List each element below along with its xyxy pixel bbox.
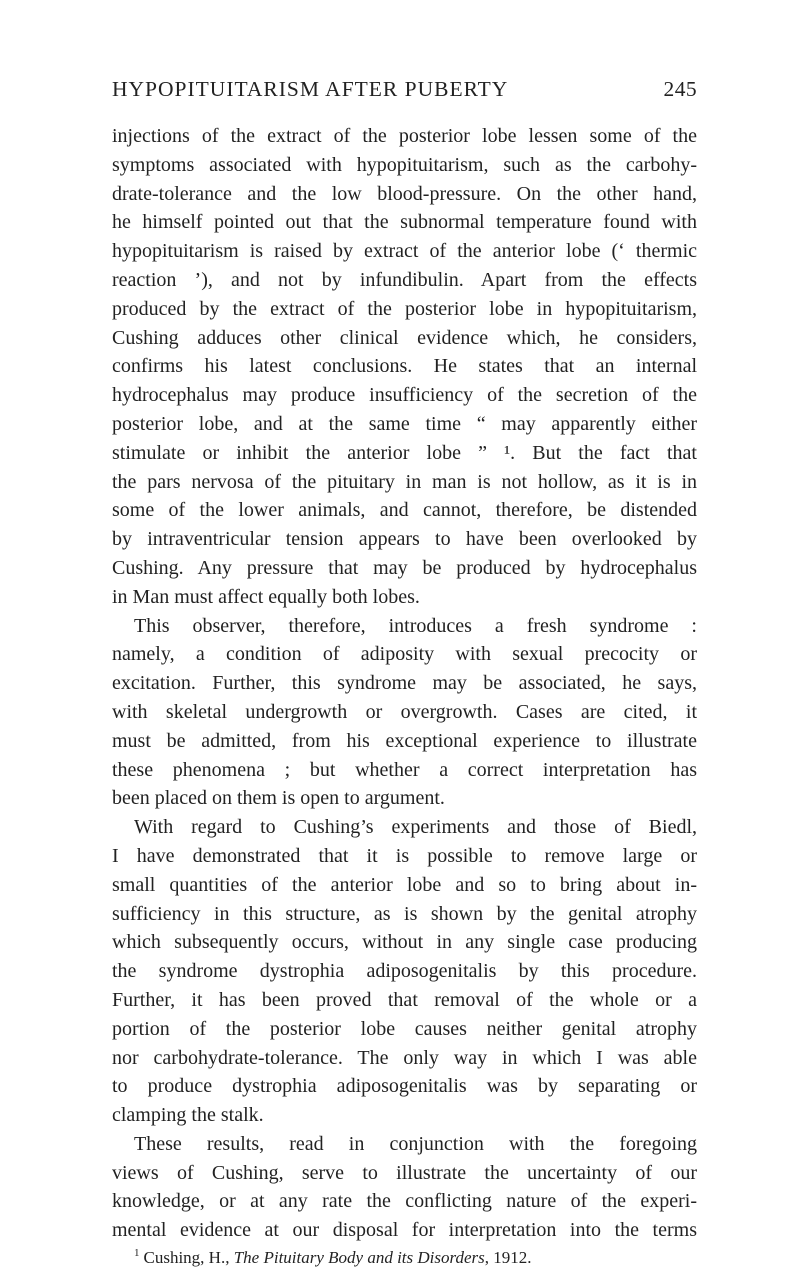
text-line: portion of the posterior lobe causes neither genital atrophy [112, 1017, 697, 1040]
text-line: excitation. Further, this syndrome may be associated, he says, [112, 672, 697, 695]
text-line: posterior lobe, and at the same time “ may apparently either [112, 412, 697, 435]
text-line: sufficiency in this structure, as is shown by the genital atrophy [112, 902, 697, 925]
text-line: hypopituitarism is raised by extract of the anterior lobe (‘ thermic [112, 240, 697, 263]
text-line: the syndrome dystrophia adiposogenitalis by this procedure. [112, 960, 697, 983]
text-line: by intraventricular tension appears to have been overlooked by [112, 528, 697, 551]
text-line: must be admitted, from his exceptional experience to illustrate [112, 729, 697, 752]
text-line: mental evidence at our disposal for interpretation into the terms [112, 1219, 697, 1242]
text-line: hydrocephalus may produce insufficiency of the secretion of the [112, 384, 697, 407]
text-line: some of the lower animals, and cannot, therefore, be distended [112, 499, 697, 522]
text-line: drate-tolerance and the low blood-pressure. On the other hand, [112, 182, 697, 205]
text-line: with skeletal undergrowth or overgrowth. Cases are cited, it [112, 700, 697, 723]
text-line: knowledge, or at any rate the conflicting nature of the experi- [112, 1190, 697, 1213]
text-line: Further, it has been proved that removal of the whole or a [112, 988, 697, 1011]
text-line: these phenomena ; but whether a correct interpretation has [112, 758, 697, 781]
text-line: reaction ’), and not by infundibulin. Apart from the effects [112, 268, 697, 291]
book-page [112, 74, 697, 1269]
body-text [112, 122, 697, 1245]
text-line: produced by the extract of the posterior lobe in hypopituitarism, [112, 297, 697, 320]
text-line: I have demonstrated that it is possible to remove large or [112, 844, 697, 867]
page-number: 245 [663, 77, 697, 101]
text-line: the pars nervosa of the pituitary in man is not hollow, as it is in [112, 470, 697, 493]
text-line: been placed on them is open to argument. [112, 787, 445, 810]
text-line: namely, a condition of adiposity with sexual precocity or [112, 643, 697, 666]
text-line: injections of the extract of the posterior lobe lessen some of the [112, 125, 697, 147]
running-title: HYPOPITUITARISM AFTER PUBERTY [112, 77, 509, 101]
text-line: clamping the stalk. [112, 1104, 264, 1127]
text-line: symptoms associated with hypopituitarism, such as the carbohy- [112, 153, 697, 176]
footnote [112, 1247, 697, 1269]
text-line: which subsequently occurs, without in any single case producing [112, 931, 697, 954]
text-line: These results, read in conjunction with the foregoing [134, 1132, 697, 1155]
running-head [112, 74, 697, 104]
text-line: Cushing. Any pressure that may be produced by hydrocephalus [112, 556, 697, 579]
text-line: stimulate or inhibit the anterior lobe ” ¹. But the fact that [112, 441, 697, 464]
text-line: nor carbohydrate-tolerance. The only way in which I was able [112, 1046, 697, 1069]
text-line: small quantities of the anterior lobe and so to bring about in- [112, 873, 697, 896]
text-line: to produce dystrophia adiposogenitalis was by separating or [112, 1075, 697, 1098]
footnote-marker: 1 [134, 1247, 140, 1260]
text-line: he himself pointed out that the subnormal temperature found with [112, 211, 697, 234]
text-line: With regard to Cushing’s experiments and those of Biedl, [134, 816, 697, 839]
text-line: views of Cushing, serve to illustrate the uncertainty of our [112, 1161, 697, 1184]
text-line: This observer, therefore, introduces a fresh syndrome : [134, 614, 697, 637]
text-line: in Man must affect equally both lobes. [112, 585, 420, 608]
footnote-year: , 1912. [484, 1248, 532, 1268]
footnote-work-title: The Pituitary Body and its Disorders [233, 1248, 485, 1268]
text-line: Cushing adduces other clinical evidence which, he considers, [112, 326, 697, 349]
text-line: confirms his latest conclusions. He states that an internal [112, 355, 697, 378]
footnote-author: Cushing, H., [143, 1248, 234, 1268]
